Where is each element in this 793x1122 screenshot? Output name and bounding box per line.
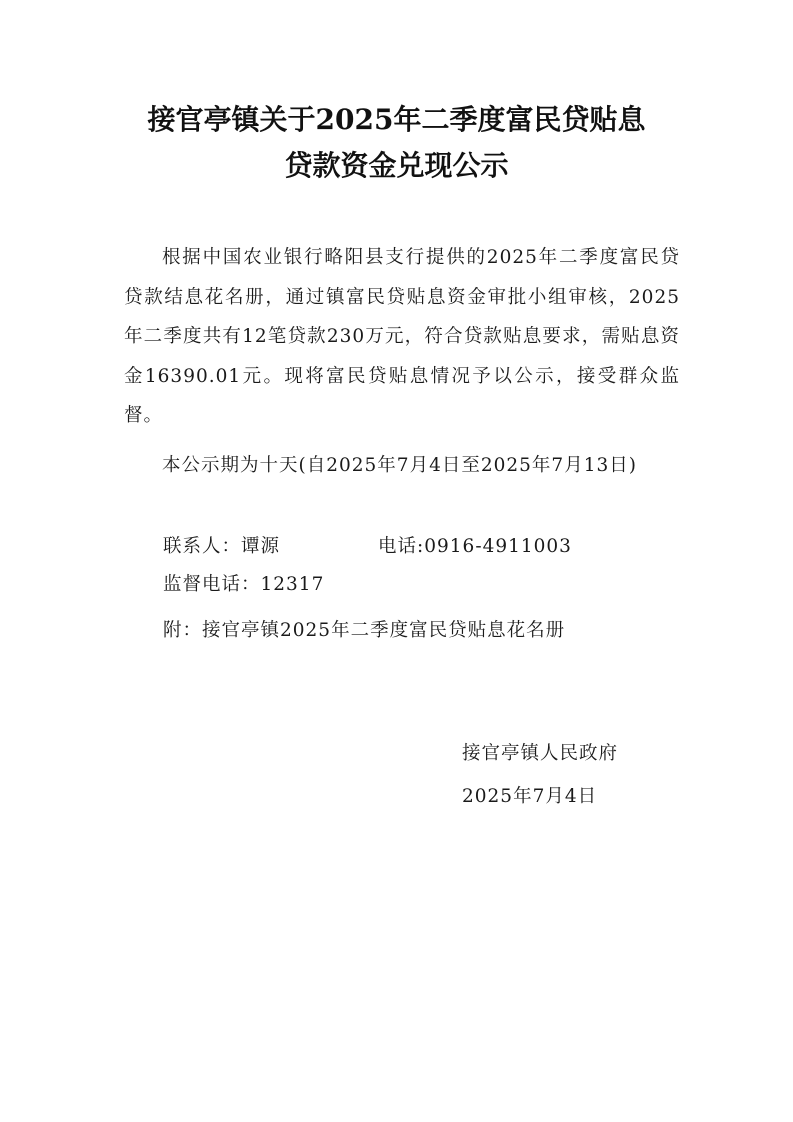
contact-person: 联系人：谭源 bbox=[163, 536, 281, 557]
contact-phone: 电话:0916-4911003 bbox=[378, 536, 572, 557]
document-title-line1: 接官亭镇关于2025年二季度富民贷贴息 bbox=[147, 103, 646, 136]
body-paragraph-2: 本公示期为十天(自2025年7月4日至2025年7月13日) bbox=[162, 455, 637, 476]
signature-organization: 接官亭镇人民政府 bbox=[462, 743, 619, 764]
body-paragraph-1: 根据中国农业银行略阳县支行提供的2025年二季度富民贷贷款结息花名册，通过镇富民贷贴息资金审批小组审核，2025年二季度共有12笔贷款230万元，符合贷款贴息要求，需贴息资金16390.01元。现将富民贷贴息情况予以公示，接受群众监督。 bbox=[124, 247, 680, 426]
attachment-note: 附：接官亭镇2025年二季度富民贷贴息花名册 bbox=[163, 620, 566, 641]
signature-date: 2025年7月4日 bbox=[462, 786, 598, 807]
document-title-line2: 贷款资金兑现公示 bbox=[284, 149, 509, 182]
supervision-phone: 监督电话：12317 bbox=[163, 574, 325, 595]
